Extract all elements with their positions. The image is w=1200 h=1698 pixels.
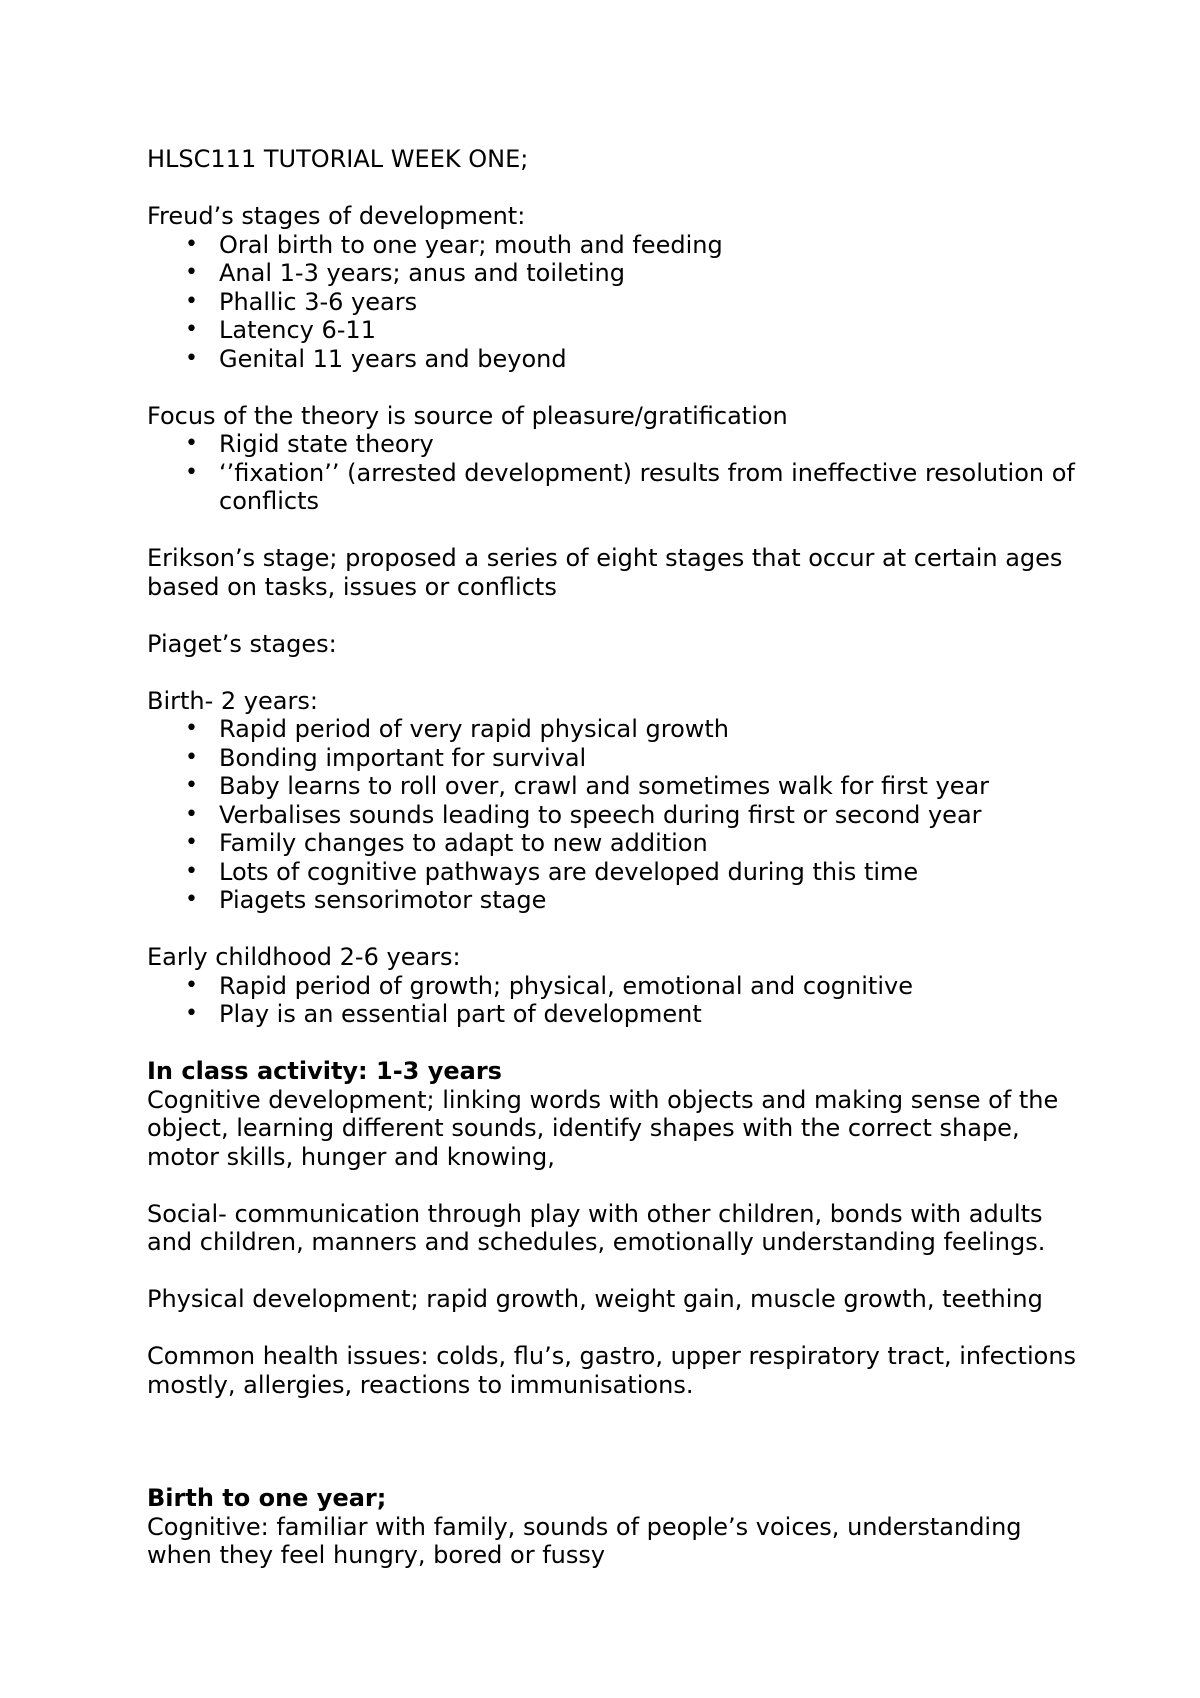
bullet-icon: • bbox=[185, 716, 198, 741]
in-class-health: Common health issues: colds, flu’s, gastro, upper respiratory tract, infections mostly, allergies, reactions to immunisations. bbox=[147, 1342, 1077, 1399]
bullet-icon: • bbox=[185, 288, 198, 314]
list-item: • Baby learns to roll over, crawl and sometimes walk for first year bbox=[185, 772, 990, 800]
bullet-icon: • bbox=[185, 317, 198, 342]
list-item: • Piagets sensorimotor stage bbox=[185, 886, 547, 914]
document-title: HLSC111 TUTORIAL WEEK ONE; bbox=[147, 145, 529, 173]
document-page bbox=[147, 145, 1077, 1570]
list-item: • Play is an essential part of development bbox=[185, 1000, 702, 1028]
bullet-icon: • bbox=[185, 858, 198, 884]
focus-heading: Focus of the theory is source of pleasure/gratification bbox=[147, 401, 788, 430]
list-item: • Oral birth to one year; mouth and feeding bbox=[185, 230, 723, 259]
list-item: • Latency 6-11 bbox=[185, 316, 376, 344]
list-item: • Family changes to adapt to new addition bbox=[185, 829, 708, 857]
in-class-social: Social- communication through play with other children, bonds with adults and children, manners and schedules, emotionally understanding feelings. bbox=[147, 1199, 1046, 1256]
bullet-icon: • bbox=[185, 744, 198, 770]
list-item: • Rapid period of growth; physical, emotional and cognitive bbox=[185, 971, 913, 1000]
bullet-icon: • bbox=[185, 1001, 198, 1026]
freud-list bbox=[147, 231, 1077, 374]
list-item: • Lots of cognitive pathways are developed during this time bbox=[185, 857, 919, 886]
list-item: • Genital 11 years and beyond bbox=[185, 344, 567, 373]
birth-one-heading: Birth to one year; bbox=[147, 1484, 387, 1512]
in-class-physical: Physical development; rapid growth, weight gain, muscle growth, teething bbox=[147, 1285, 1043, 1313]
list-item: • Rigid state theory bbox=[185, 430, 434, 458]
list-item: • ‘’fixation’’ (arrested development) results from ineffective resolution of conflicts bbox=[185, 458, 1075, 515]
in-class-cognitive: Cognitive development; linking words with objects and making sense of the object, learning different sounds, identify shapes with the correct shape, motor skills, hunger and knowing, bbox=[147, 1085, 1059, 1171]
early-childhood-list bbox=[147, 972, 1077, 1029]
bullet-icon: • bbox=[185, 887, 198, 912]
list-item: • Phallic 3-6 years bbox=[185, 287, 418, 316]
birth-two-heading: Birth- 2 years: bbox=[147, 686, 318, 715]
erikson-paragraph: Erikson’s stage; proposed a series of eight stages that occur at certain ages based on tasks, issues or conflicts bbox=[147, 544, 1063, 601]
bullet-icon: • bbox=[185, 459, 198, 485]
birth-two-list bbox=[147, 715, 1077, 915]
freud-heading: Freud’s stages of development: bbox=[147, 202, 526, 230]
list-item: • Verbalises sounds leading to speech during first or second year bbox=[185, 800, 982, 829]
bullet-icon: • bbox=[185, 231, 198, 257]
early-childhood-heading: Early childhood 2-6 years: bbox=[147, 943, 461, 971]
bullet-icon: • bbox=[185, 972, 198, 998]
piaget-heading: Piaget’s stages: bbox=[147, 629, 337, 658]
bullet-icon: • bbox=[185, 345, 198, 371]
bullet-icon: • bbox=[185, 260, 198, 285]
focus-list bbox=[147, 430, 1077, 516]
bullet-icon: • bbox=[185, 830, 198, 855]
list-item: • Rapid period of very rapid physical growth bbox=[185, 715, 729, 743]
bullet-icon: • bbox=[185, 773, 198, 798]
bullet-icon: • bbox=[185, 801, 198, 827]
list-item: • Bonding important for survival bbox=[185, 743, 587, 772]
in-class-heading: In class activity: 1-3 years bbox=[147, 1057, 502, 1085]
bullet-icon: • bbox=[185, 431, 198, 456]
birth-one-cognitive: Cognitive: familiar with family, sounds of people’s voices, understanding when they feel hungry, bored or fussy bbox=[147, 1512, 1022, 1569]
list-item: • Anal 1-3 years; anus and toileting bbox=[185, 259, 625, 287]
